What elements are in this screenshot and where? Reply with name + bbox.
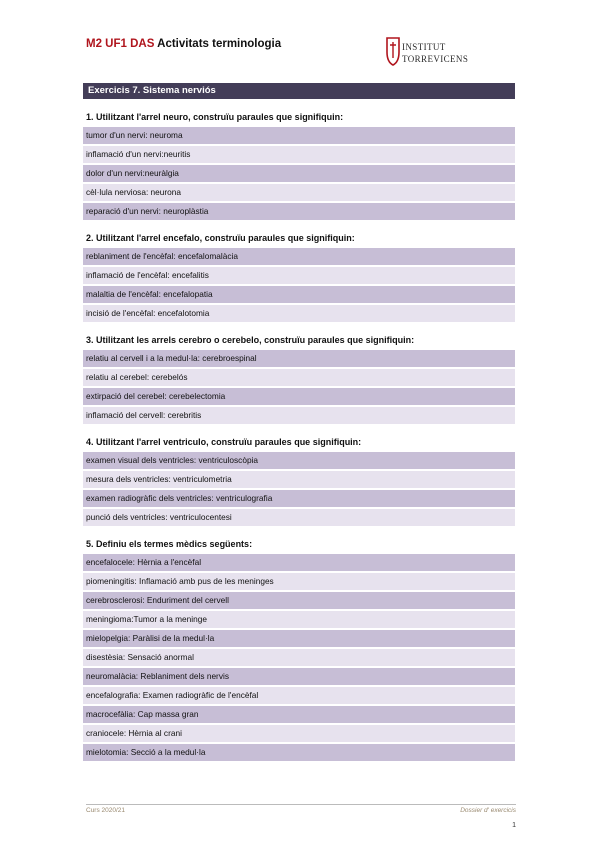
- institute-logo-icon: [384, 36, 402, 66]
- question-4-title: 4. Utilitzant l'arrel ventriculo, construïu paraules que signifiquin:: [86, 437, 362, 447]
- logo-line-2: TORREVICENS: [402, 54, 469, 64]
- answer-row: macrocefàlia: Cap massa gran: [83, 706, 515, 723]
- answer-row: extirpació del cerebel: cerebelectomia: [83, 388, 515, 405]
- question-1-answers: [83, 127, 515, 220]
- answer-row: relatiu al cerebel: cerebelós: [83, 369, 515, 386]
- answer-row: inflamació d'un nervi:neuritis: [83, 146, 515, 163]
- institute-logo: [384, 34, 469, 68]
- answer-row: reblaniment de l'encèfal: encefalomalàcia: [83, 248, 515, 265]
- answer-row: cèl·lula nerviosa: neurona: [83, 184, 515, 201]
- question-5-title: 5. Definiu els termes mèdics següents:: [86, 539, 253, 549]
- answer-row: encefalografia: Examen radiogràfic de l'encèfal: [83, 687, 515, 704]
- answer-row: relatiu al cervell i a la medul·la: cerebroespinal: [83, 350, 515, 367]
- question-5-answers: [83, 554, 515, 761]
- answer-row: disestèsia: Sensació anormal: [83, 649, 515, 666]
- exercise-content: [83, 110, 515, 772]
- page-header: [86, 34, 516, 74]
- footer-divider: [86, 804, 516, 805]
- footer-dossier-label: Dossier d' exercicis: [460, 807, 516, 814]
- question-4-answers: [83, 452, 515, 526]
- answer-row: examen visual dels ventricles: ventriculoscòpia: [83, 452, 515, 469]
- answer-row: incisió de l'encèfal: encefalotomia: [83, 305, 515, 322]
- answer-row: mielopelgia: Paràlisi de la medul·la: [83, 630, 515, 647]
- question-3-title: 3. Utilitzant les arrels cerebro o cerebelo, construïu paraules que signifiquin:: [86, 335, 415, 345]
- answer-row: meningioma:Tumor a la meninge: [83, 611, 515, 628]
- question-2-title: 2. Utilitzant l'arrel encefalo, construïu paraules que signifiquin:: [86, 233, 355, 243]
- page-number: 1: [512, 822, 516, 829]
- answer-row: malaltia de l'encèfal: encefalopatia: [83, 286, 515, 303]
- answer-row: mielotomia: Secció a la medul·la: [83, 744, 515, 761]
- question-2-answers: [83, 248, 515, 322]
- answer-row: tumor d'un nervi: neuroma: [83, 127, 515, 144]
- answer-row: inflamació de l'encèfal: encefalitis: [83, 267, 515, 284]
- course-code: M2 UF1 DAS: [86, 38, 155, 50]
- footer-course-year: Curs 2020/21: [86, 807, 126, 814]
- answer-row: mesura dels ventricles: ventriculometria: [83, 471, 515, 488]
- question-3-answers: [83, 350, 515, 424]
- question-1-title: 1. Utilitzant l'arrel neuro, construïu paraules que signifiquin:: [86, 112, 344, 122]
- course-title: [86, 38, 281, 50]
- course-subtitle: Activitats terminologia: [157, 38, 282, 50]
- answer-row: craniocele: Hèrnia al crani: [83, 725, 515, 742]
- page-footer: [86, 807, 516, 817]
- section-title: Exercicis 7. Sistema nerviós: [83, 83, 515, 99]
- answer-row: punció dels ventricles: ventriculocentesi: [83, 509, 515, 526]
- answer-row: inflamació del cervell: cerebritis: [83, 407, 515, 424]
- answer-row: dolor d'un nervi:neuràlgia: [83, 165, 515, 182]
- answer-row: reparació d'un nervi: neuroplàstia: [83, 203, 515, 220]
- answer-row: neuromalàcia: Reblaniment dels nervis: [83, 668, 515, 685]
- answer-row: cerebrosclerosi: Enduriment del cervell: [83, 592, 515, 609]
- answer-row: piomeningitis: Inflamació amb pus de les meninges: [83, 573, 515, 590]
- logo-line-1: INSTITUT: [402, 42, 446, 52]
- answer-row: examen radiogràfic dels ventricles: ventriculografia: [83, 490, 515, 507]
- answer-row: encefalocele: Hèrnia a l'encèfal: [83, 554, 515, 571]
